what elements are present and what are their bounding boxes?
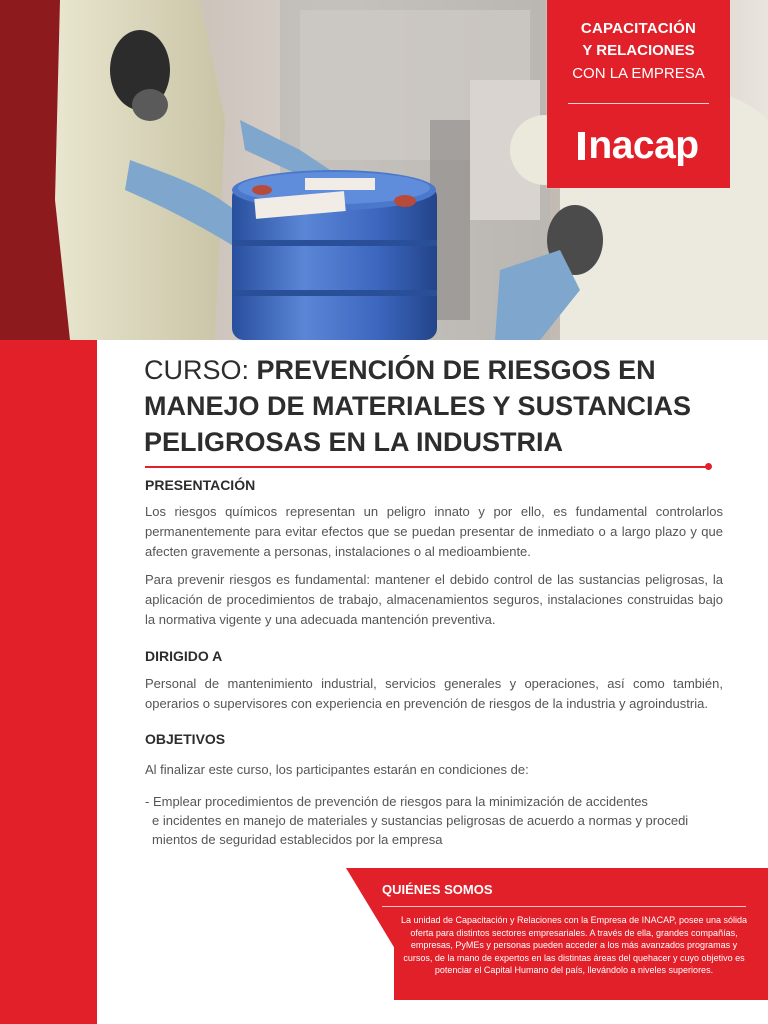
quienes-somos-text: La unidad de Capacitación y Relaciones con la Empresa de INACAP, posee una sólida oferta para distintos sectores empresariales. A través de ella, grandes compañías, empresas, PyMEs y personas pueden acceder a los más avanzados programas y cursos, de la mano de expertos en las distintas áreas del quehacer y cuyo objetivo es potenciar el Capital Humano del país, llevándolo a niveles superiores. <box>400 915 748 975</box>
objetivos-intro: Al finalizar este curso, los participantes estarán en condiciones de: <box>145 762 529 777</box>
dirigido-paragraph: Personal de mantenimiento industrial, servicios generales y operaciones, así como también, operarios o supervisores con experiencia en prevención de riesgos de la industria y agroindustria. <box>145 676 723 711</box>
quienes-somos-divider <box>382 906 746 907</box>
title-divider <box>145 466 708 468</box>
inacap-logo <box>547 124 730 168</box>
quienes-somos-heading: QUIÉNES SOMOS <box>382 882 493 897</box>
brand-line-3: CON LA EMPRESA <box>572 65 705 82</box>
title-divider-dot <box>705 463 712 470</box>
bullet-line-1: - Emplear procedimientos de prevención de riesgos para la minimización de accidentes <box>145 794 648 809</box>
course-title <box>144 352 744 460</box>
brand-box <box>547 0 730 188</box>
brand-line-2: Y RELACIONES <box>582 42 695 59</box>
heading-dirigido: DIRIGIDO A <box>145 648 223 664</box>
heading-presentacion: PRESENTACIÓN <box>145 477 256 493</box>
presentacion-paragraph-1: Los riesgos químicos representan un peligro innato y por ello, es fundamental controlarlos permanentemente para evitar efectos que se puedan presentar de inmediato o a largo plazo y que afecten gravemente a personas, instalaciones o al medioambiente. <box>145 504 723 559</box>
left-red-band <box>0 340 97 1024</box>
course-title-prefix: CURSO: <box>144 355 250 385</box>
course-title-main: PREVENCIÓN DE RIESGOS EN MANEJO DE MATERIALES Y SUSTANCIAS PELIGROSAS EN LA INDUSTRIA <box>144 355 692 457</box>
heading-objetivos: OBJETIVOS <box>145 731 226 747</box>
bullet-line-2: e incidentes en manejo de materiales y sustancias peligrosas de acuerdo a normas y procedi <box>152 813 689 828</box>
bullet-line-3: mientos de seguridad establecidos por la empresa <box>152 832 443 847</box>
brand-divider <box>568 103 709 104</box>
objetivos-bullet <box>145 792 735 849</box>
presentacion-paragraph-2: Para prevenir riesgos es fundamental: mantener el debido control de las sustancias peligrosas, la aplicación de procedimientos de trabajo, almacenamientos seguros, instalaciones construidas bajo la normativa vigente y una adecuada mantención preventiva. <box>145 572 723 627</box>
brand-line-1: CAPACITACIÓN <box>580 20 697 37</box>
logo-bar-icon <box>578 132 585 160</box>
quienes-somos-box <box>346 868 768 1000</box>
logo-text: nacap <box>588 124 699 167</box>
